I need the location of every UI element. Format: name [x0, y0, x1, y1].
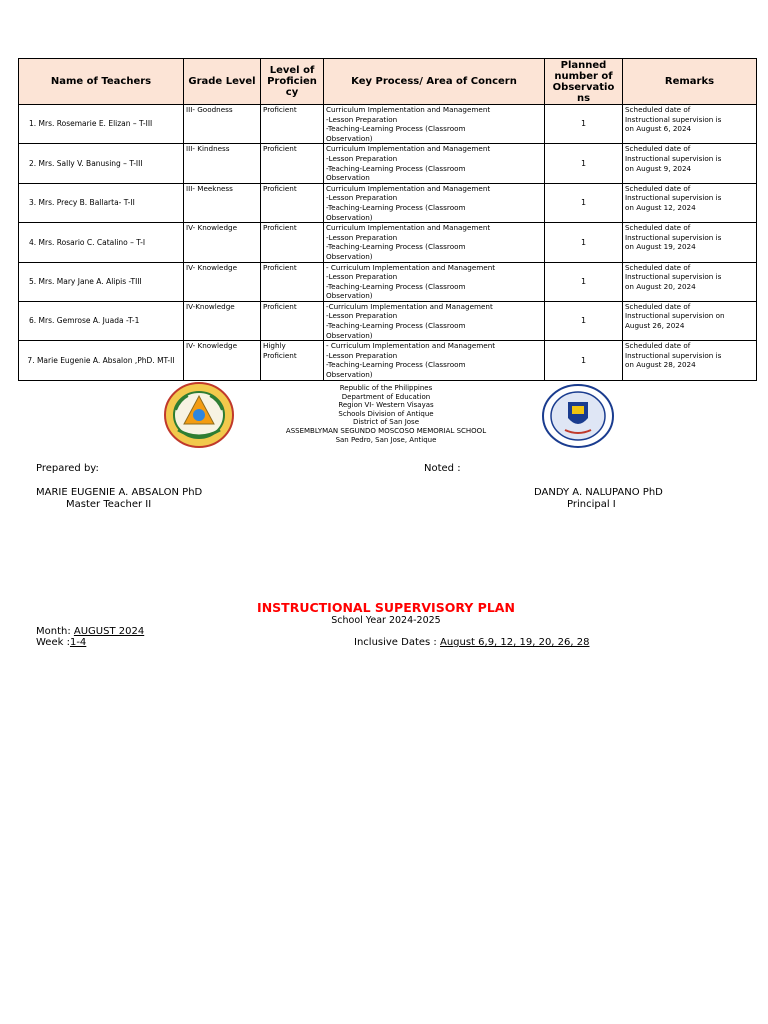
- process-line: -Teaching-Learning Process (Classroom: [326, 202, 466, 212]
- week-value: 1-4: [69, 637, 87, 648]
- teacher-name: 2. Mrs. Sally V. Banusing – T-III: [19, 144, 184, 183]
- grade-level: IV-Knowledge: [184, 301, 261, 340]
- plan-title: INSTRUCTIONAL SUPERVISORY PLAN: [257, 600, 515, 615]
- process-line: -Lesson Preparation: [326, 232, 398, 242]
- planned-observations: 1: [545, 183, 623, 222]
- dates-label: Inclusive Dates :: [354, 637, 440, 648]
- teacher-name: 4. Mrs. Rosario C. Catalino – T-I: [19, 223, 184, 262]
- school-seal-logo: [164, 382, 234, 448]
- header-line: Republic of the Philippines: [339, 384, 433, 392]
- month-label: Month:: [36, 626, 74, 637]
- remarks-line: on August 9, 2024: [625, 163, 692, 173]
- key-process: [324, 183, 545, 222]
- remarks-line: on August 6, 2024: [625, 124, 692, 134]
- process-line: Curriculum Implementation and Management: [326, 105, 491, 114]
- grade-level: IV- Knowledge: [184, 341, 261, 380]
- remarks: [623, 183, 757, 222]
- table-row: [19, 223, 757, 262]
- header-line: Department of Education: [341, 392, 431, 401]
- header-name: Name of Teachers: [19, 59, 184, 105]
- planned-observations: 1: [545, 341, 623, 380]
- table-row: [19, 262, 757, 301]
- noted-label: Noted :: [424, 463, 461, 474]
- remarks-line: on August 28, 2024: [625, 360, 696, 370]
- table-row: [19, 341, 757, 380]
- header-line: Schools Division of Antique: [338, 409, 434, 418]
- teacher-name: 5. Mrs. Mary Jane A. Alipis -TIII: [19, 262, 184, 301]
- remarks: [623, 223, 757, 262]
- prepared-title: Master Teacher II: [66, 499, 152, 510]
- process-line: Curriculum Implementation and Management: [326, 144, 491, 154]
- remarks: [623, 144, 757, 183]
- grade-level: III- Goodness: [184, 105, 261, 144]
- process-line: -Teaching-Learning Process (Classroom: [326, 242, 466, 252]
- key-process: [324, 105, 545, 144]
- proficiency-line: Proficient: [263, 105, 297, 114]
- process-line: -Lesson Preparation: [326, 153, 398, 163]
- proficiency-line: Proficient: [263, 144, 297, 154]
- remarks: [623, 341, 757, 380]
- process-line: Observation): [326, 291, 373, 301]
- table-row: [19, 301, 757, 340]
- grade-level: IV- Knowledge: [184, 262, 261, 301]
- process-line: -Teaching-Learning Process (Classroom: [326, 124, 466, 134]
- key-process: [324, 223, 545, 262]
- proficiency-line: Proficient: [263, 350, 297, 360]
- remarks-line: Scheduled date of: [625, 144, 691, 154]
- header-line: Region VI- Western Visayas: [338, 401, 434, 410]
- table-row: [19, 183, 757, 222]
- process-line: -Lesson Preparation: [326, 350, 398, 360]
- key-process: [324, 144, 545, 183]
- week-row: [36, 637, 86, 649]
- grade-level: III- Kindness: [184, 144, 261, 183]
- process-line: -Curriculum Implementation and Management: [326, 301, 493, 311]
- deped-seal-logo: [541, 384, 615, 448]
- process-line: Curriculum Implementation and Management: [326, 183, 491, 193]
- planned-observations: 1: [545, 105, 623, 144]
- remarks-line: Scheduled date of: [625, 341, 691, 351]
- remarks-line: on August 20, 2024: [625, 281, 696, 291]
- process-line: -Teaching-Learning Process (Classroom: [326, 321, 466, 331]
- remarks-line: Scheduled date of: [625, 223, 691, 233]
- remarks-line: Instructional supervision is: [625, 153, 722, 163]
- key-process: [324, 341, 545, 380]
- process-line: Observation): [326, 212, 373, 222]
- process-line: -Lesson Preparation: [326, 272, 398, 282]
- remarks-line: August 26, 2024: [625, 321, 685, 331]
- proficiency-level: [261, 144, 324, 183]
- grade-level: IV- Knowledge: [184, 223, 261, 262]
- remarks-line: Instructional supervision is: [625, 350, 722, 360]
- proficiency-line: Proficient: [263, 262, 297, 272]
- teacher-name: 1. Mrs. Rosemarie E. Elizan – T-III: [19, 105, 184, 144]
- remarks-line: Scheduled date of: [625, 183, 691, 193]
- process-line: Observation): [326, 370, 373, 380]
- remarks-line: on August 12, 2024: [625, 202, 696, 212]
- proficiency-level: [261, 183, 324, 222]
- noted-title: Principal I: [567, 499, 616, 510]
- process-line: -Teaching-Learning Process (Classroom: [326, 281, 466, 291]
- planned-observations: 1: [545, 262, 623, 301]
- remarks-line: Scheduled date of: [625, 301, 691, 311]
- school-year: School Year 2024-2025: [331, 615, 441, 626]
- remarks-line: Instructional supervision is: [625, 193, 722, 203]
- process-line: Observation): [326, 133, 373, 143]
- header-process: Key Process/ Area of Concern: [324, 59, 545, 105]
- teacher-name: 3. Mrs. Precy B. Ballarta- T-II: [19, 183, 184, 222]
- proficiency-level: [261, 223, 324, 262]
- proficiency-line: Highly: [263, 341, 286, 351]
- proficiency-level: [261, 105, 324, 144]
- remarks-line: on August 19, 2024: [625, 242, 696, 252]
- prepared-by-label: Prepared by:: [36, 463, 99, 474]
- header-grade: Grade Level: [184, 59, 261, 105]
- process-line: -Lesson Preparation: [326, 114, 398, 124]
- remarks-line: Instructional supervision on: [625, 311, 725, 321]
- remarks-line: Scheduled date of: [625, 262, 691, 272]
- process-line: - Curriculum Implementation and Management: [326, 341, 496, 351]
- header-planned: Planned number of Observatio ns: [545, 59, 623, 105]
- proficiency-level: [261, 301, 324, 340]
- table-row: [19, 144, 757, 183]
- proficiency-line: Proficient: [263, 223, 297, 233]
- month-value: AUGUST 2024: [73, 626, 145, 637]
- process-line: - Curriculum Implementation and Management: [326, 262, 496, 272]
- remarks: [623, 262, 757, 301]
- teacher-name: 7. Marie Eugenie A. Absalon ,PhD. MT-II: [19, 341, 184, 380]
- school-header: [250, 384, 522, 444]
- key-process: [324, 262, 545, 301]
- header-line: San Pedro, San Jose, Antique: [335, 435, 437, 444]
- prepared-name: MARIE EUGENIE A. ABSALON PhD: [36, 487, 203, 498]
- table-row: [19, 105, 757, 144]
- process-line: -Teaching-Learning Process (Classroom: [326, 360, 466, 370]
- table-header-row: [19, 59, 757, 105]
- header-line: ASSEMBLYMAN SEGUNDO MOSCOSO MEMORIAL SCHOOL: [285, 426, 487, 435]
- proficiency-level: [261, 341, 324, 380]
- process-line: -Lesson Preparation: [326, 311, 398, 321]
- planned-observations: 1: [545, 301, 623, 340]
- header-proficiency: Level of Proficien cy: [261, 59, 324, 105]
- process-line: Curriculum Implementation and Management: [326, 223, 491, 233]
- dates-value: August 6,9, 12, 19, 20, 26, 28: [439, 637, 590, 648]
- remarks-line: Instructional supervision is: [625, 272, 722, 282]
- key-process: [324, 301, 545, 340]
- remarks-line: Instructional supervision is: [625, 114, 722, 124]
- process-line: -Lesson Preparation: [326, 193, 398, 203]
- process-line: -Teaching-Learning Process (Classroom: [326, 163, 466, 173]
- header-line: District of San Jose: [352, 418, 420, 427]
- process-line: Observation: [326, 173, 370, 183]
- remarks-line: Scheduled date of: [625, 105, 691, 114]
- proficiency-line: Proficient: [263, 301, 297, 311]
- process-line: Observation): [326, 251, 373, 261]
- remarks: [623, 301, 757, 340]
- supervision-table: [18, 58, 757, 381]
- remarks: [623, 105, 757, 144]
- week-label: Week :: [36, 637, 70, 648]
- noted-name: DANDY A. NALUPANO PhD: [534, 487, 663, 498]
- proficiency-line: Proficient: [263, 183, 297, 193]
- grade-level: III- Meekness: [184, 183, 261, 222]
- teacher-name: 6. Mrs. Gemrose A. Juada -T-1: [19, 301, 184, 340]
- process-line: Observation): [326, 330, 373, 340]
- remarks-line: Instructional supervision is: [625, 232, 722, 242]
- inclusive-dates-row: [354, 637, 589, 649]
- header-remarks: Remarks: [623, 59, 757, 105]
- planned-observations: 1: [545, 144, 623, 183]
- proficiency-level: [261, 262, 324, 301]
- planned-observations: 1: [545, 223, 623, 262]
